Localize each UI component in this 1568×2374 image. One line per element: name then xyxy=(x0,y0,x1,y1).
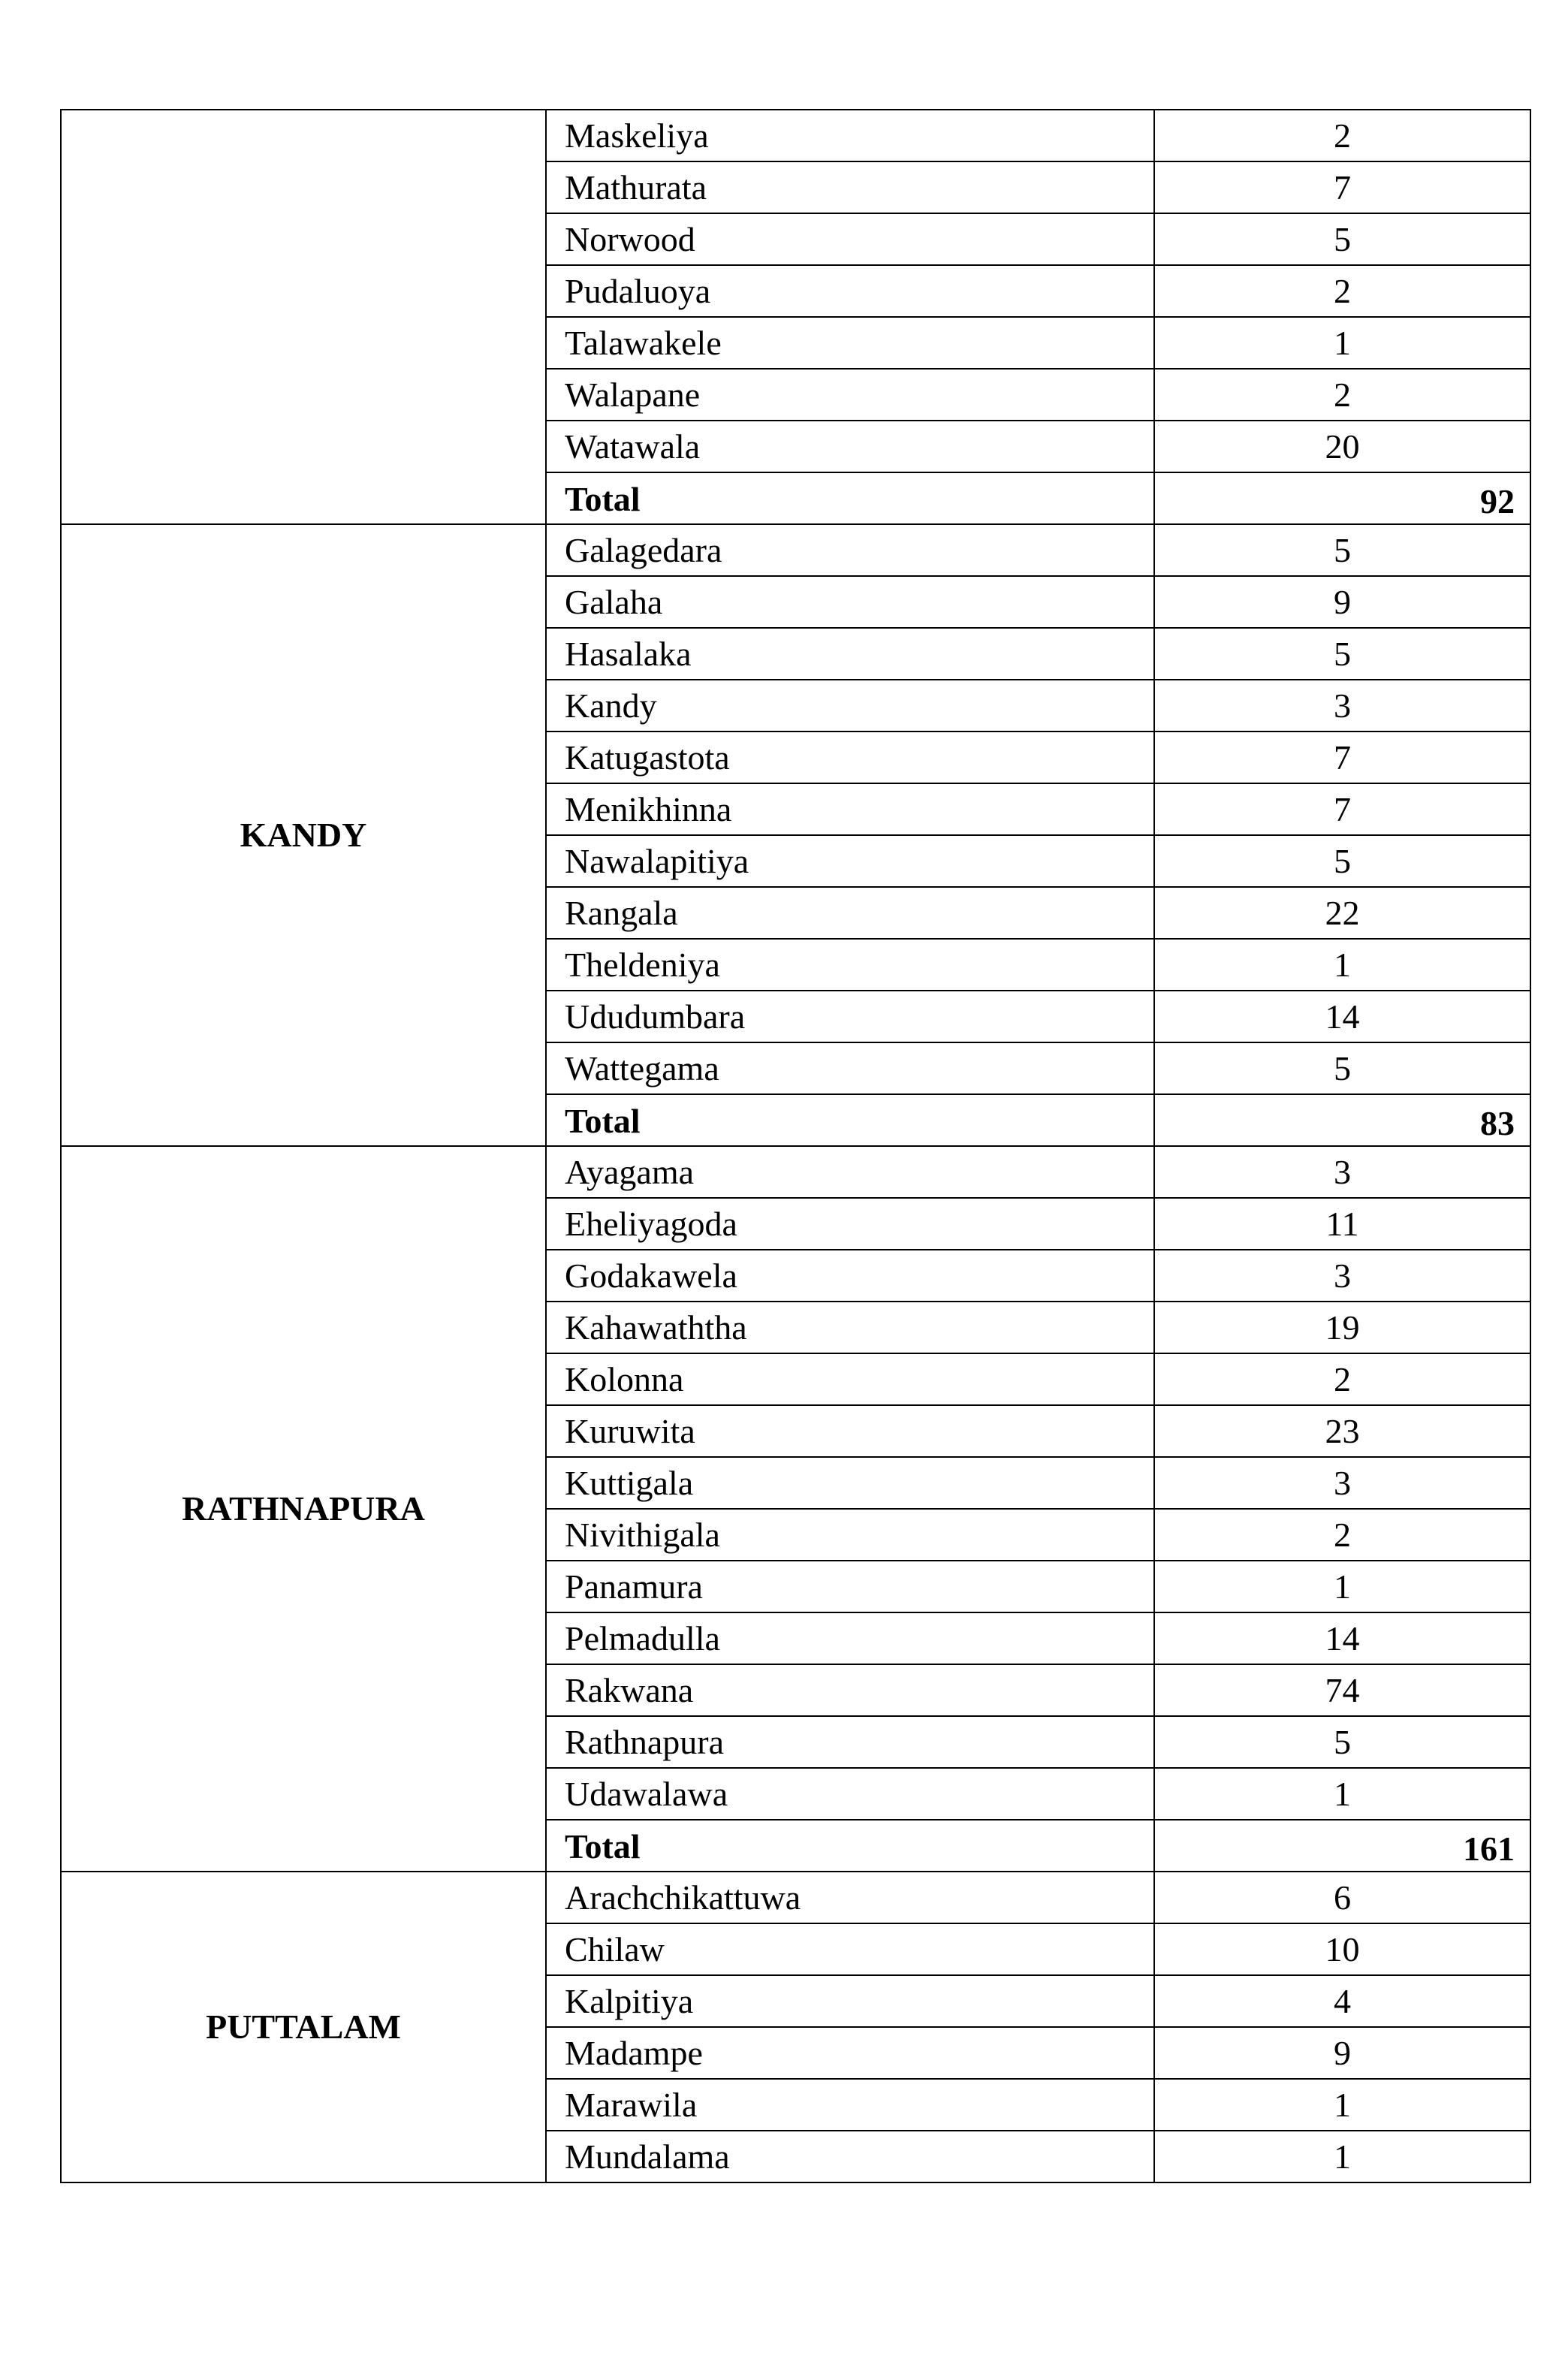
location-name: Rakwana xyxy=(546,1664,1154,1716)
location-count: 9 xyxy=(1154,2027,1530,2079)
location-count: 1 xyxy=(1154,1768,1530,1820)
location-count: 20 xyxy=(1154,421,1530,472)
location-count: 2 xyxy=(1154,1509,1530,1561)
location-name: Godakawela xyxy=(546,1250,1154,1302)
location-count: 14 xyxy=(1154,1612,1530,1664)
district-count-table xyxy=(60,109,1531,2183)
location-count: 23 xyxy=(1154,1405,1530,1457)
location-name: Pudaluoya xyxy=(546,265,1154,317)
location-count: 10 xyxy=(1154,1923,1530,1975)
location-count: 1 xyxy=(1154,939,1530,991)
location-count: 1 xyxy=(1154,1561,1530,1612)
location-name: Kuttigala xyxy=(546,1457,1154,1509)
location-count: 2 xyxy=(1154,265,1530,317)
location-name: Nawalapitiya xyxy=(546,835,1154,887)
location-count: 1 xyxy=(1154,2079,1530,2131)
location-count: 5 xyxy=(1154,1042,1530,1094)
location-count: 5 xyxy=(1154,213,1530,265)
location-count: 9 xyxy=(1154,576,1530,628)
location-name: Wattegama xyxy=(546,1042,1154,1094)
location-count: 74 xyxy=(1154,1664,1530,1716)
location-name: Kahawaththa xyxy=(546,1302,1154,1353)
location-count: 22 xyxy=(1154,887,1530,939)
location-count: 7 xyxy=(1154,783,1530,835)
location-name: Marawila xyxy=(546,2079,1154,2131)
location-name: Galagedara xyxy=(546,524,1154,576)
location-count: 5 xyxy=(1154,835,1530,887)
location-count: 7 xyxy=(1154,161,1530,213)
district-cell xyxy=(61,110,546,524)
location-name: Katugastota xyxy=(546,732,1154,783)
total-label: Total xyxy=(546,472,1154,524)
district-cell: KANDY xyxy=(61,524,546,1146)
district-cell: PUTTALAM xyxy=(61,1872,546,2182)
table-row xyxy=(61,110,1530,161)
location-count: 1 xyxy=(1154,2131,1530,2182)
location-name: Theldeniya xyxy=(546,939,1154,991)
location-name: Udawalawa xyxy=(546,1768,1154,1820)
total-value: 161 xyxy=(1154,1820,1530,1872)
location-name: Galaha xyxy=(546,576,1154,628)
location-name: Watawala xyxy=(546,421,1154,472)
location-name: Nivithigala xyxy=(546,1509,1154,1561)
location-name: Eheliyagoda xyxy=(546,1198,1154,1250)
location-name: Kuruwita xyxy=(546,1405,1154,1457)
location-count: 3 xyxy=(1154,1457,1530,1509)
location-name: Kalpitiya xyxy=(546,1975,1154,2027)
location-count: 14 xyxy=(1154,991,1530,1042)
location-count: 19 xyxy=(1154,1302,1530,1353)
table-body xyxy=(61,110,1530,2182)
location-count: 7 xyxy=(1154,732,1530,783)
total-label: Total xyxy=(546,1820,1154,1872)
location-name: Ududumbara xyxy=(546,991,1154,1042)
location-count: 11 xyxy=(1154,1198,1530,1250)
total-value: 83 xyxy=(1154,1094,1530,1146)
location-name: Madampe xyxy=(546,2027,1154,2079)
location-name: Walapane xyxy=(546,369,1154,421)
location-count: 3 xyxy=(1154,1250,1530,1302)
location-count: 6 xyxy=(1154,1872,1530,1923)
location-name: Norwood xyxy=(546,213,1154,265)
location-name: Arachchikattuwa xyxy=(546,1872,1154,1923)
location-count: 2 xyxy=(1154,1353,1530,1405)
location-count: 4 xyxy=(1154,1975,1530,2027)
location-count: 2 xyxy=(1154,110,1530,161)
location-name: Mundalama xyxy=(546,2131,1154,2182)
district-cell: RATHNAPURA xyxy=(61,1146,546,1872)
total-label: Total xyxy=(546,1094,1154,1146)
location-name: Hasalaka xyxy=(546,628,1154,680)
table-row xyxy=(61,524,1530,576)
location-count: 5 xyxy=(1154,524,1530,576)
location-name: Pelmadulla xyxy=(546,1612,1154,1664)
location-name: Chilaw xyxy=(546,1923,1154,1975)
location-count: 5 xyxy=(1154,628,1530,680)
location-name: Talawakele xyxy=(546,317,1154,369)
location-name: Panamura xyxy=(546,1561,1154,1612)
table-row xyxy=(61,1872,1530,1923)
location-name: Menikhinna xyxy=(546,783,1154,835)
location-count: 5 xyxy=(1154,1716,1530,1768)
location-name: Rangala xyxy=(546,887,1154,939)
total-value: 92 xyxy=(1154,472,1530,524)
table-row xyxy=(61,1146,1530,1198)
location-name: Maskeliya xyxy=(546,110,1154,161)
location-count: 3 xyxy=(1154,1146,1530,1198)
location-name: Rathnapura xyxy=(546,1716,1154,1768)
location-name: Kolonna xyxy=(546,1353,1154,1405)
location-name: Kandy xyxy=(546,680,1154,732)
location-name: Mathurata xyxy=(546,161,1154,213)
location-name: Ayagama xyxy=(546,1146,1154,1198)
location-count: 3 xyxy=(1154,680,1530,732)
location-count: 2 xyxy=(1154,369,1530,421)
location-count: 1 xyxy=(1154,317,1530,369)
